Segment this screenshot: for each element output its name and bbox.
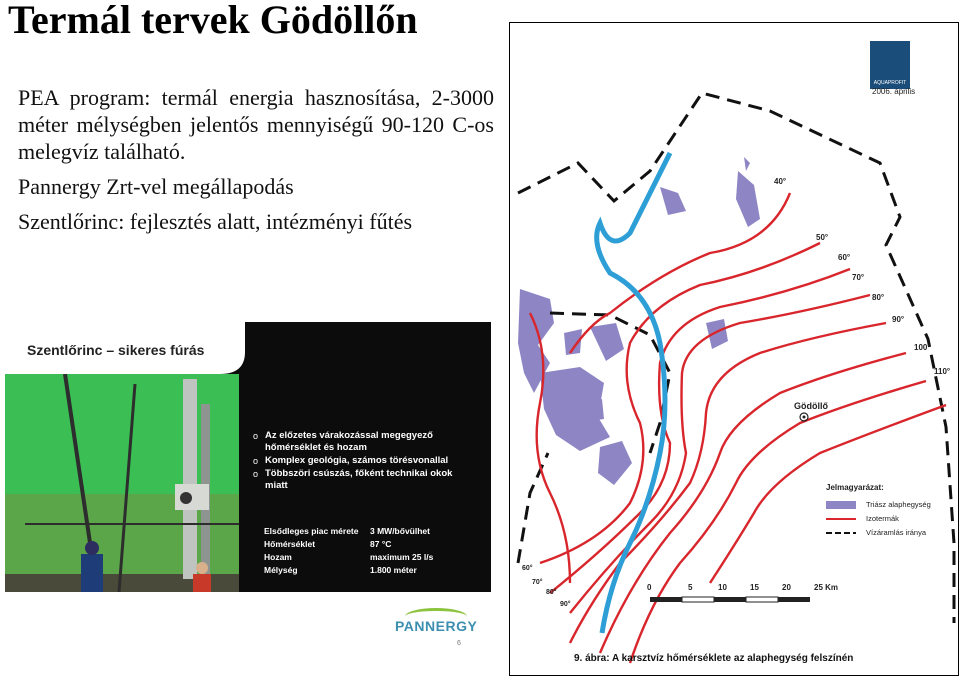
karst-temperature-map: [509, 22, 959, 676]
isotherm-label-100: 100°: [914, 343, 931, 352]
bullet-list: [18, 84, 494, 243]
spec-depth-value: 1.800 méter: [370, 565, 417, 575]
isotherm-label-110: 110°: [934, 367, 951, 376]
legend-triassic-swatch: [826, 501, 856, 509]
drilling-info-box: [239, 374, 491, 592]
spec-yield-value: maximum 25 l/s: [370, 552, 434, 562]
spec-temperature-value: 87 °C: [370, 539, 392, 549]
isotherm-label-70: 70°: [852, 273, 865, 282]
bullet-pannergy: Pannergy Zrt-vel megállapodás: [18, 174, 294, 199]
scale-label-15: 15: [750, 583, 759, 592]
scale-bar: [650, 597, 810, 602]
spec-market-label: Elsődleges piac mérete: [264, 526, 359, 536]
isotherm-label-80: 80°: [872, 293, 885, 302]
map-date: 2006. április: [872, 87, 916, 96]
scale-label-5: 5: [688, 583, 693, 592]
isotherm-label-60: 60°: [838, 253, 851, 262]
isotherm-label-90: 90°: [892, 315, 905, 324]
aquaprofit-logo-text: AQUAPROFIT: [873, 80, 907, 86]
drilling-points: [239, 374, 491, 492]
isotherm-label-left-60: 60°: [522, 565, 533, 572]
spec-temperature-label: Hőmérséklet: [264, 539, 316, 549]
map-drawing: [510, 23, 958, 675]
bullet-pea-program: PEA program: termál energia hasznosítása, 2-3000 méter mélységben jelentős mennyiségű 90-120 C-os melegvíz található.: [18, 85, 494, 164]
pannergy-logo: [395, 618, 477, 634]
scale-label-20: 20: [782, 583, 791, 592]
map-caption: 9. ábra: A karsztvíz hőmérséklete az alaphegység felszínén: [574, 653, 854, 664]
legend-label-triassic: Triász alaphegység: [866, 500, 931, 509]
drilling-point-2: o Komplex geológia, számos törésvonallal: [253, 455, 475, 467]
drilling-slide-header: [5, 322, 491, 374]
legend-label-flow: Vízáramlás iránya: [866, 528, 927, 537]
isotherm-label-50: 50°: [816, 233, 829, 242]
bullet-szentlorinc: Szentlőrinc: fejlesztés alatt, intézményi fűtés: [18, 209, 413, 234]
town-label-godollo: Gödöllő: [794, 401, 828, 411]
isotherm-label-40: 40°: [774, 177, 787, 186]
isotherm-label-left-80: 80°: [546, 589, 557, 596]
spec-yield-label: Hozam: [264, 552, 292, 562]
spec-market-value: 3 MW/bővülhet: [370, 526, 430, 536]
pannergy-logo-text: PANNERGY: [395, 618, 478, 634]
spec-depth-label: Mélység: [264, 565, 298, 575]
legend-title: Jelmagyarázat:: [826, 483, 884, 492]
scale-label-25-km: 25 Km: [814, 583, 839, 592]
aquaprofit-logo: [870, 41, 910, 89]
scale-label-10: 10: [718, 583, 727, 592]
triassic-basement-areas: [518, 157, 760, 485]
pannergy-logo-arc: [405, 608, 467, 625]
isotherm-label-left-90: 90°: [560, 601, 571, 608]
drilling-slide-title: Szentlőrinc – sikeres fúrás: [27, 342, 205, 358]
drilling-slide-page-number: 6: [457, 640, 461, 647]
scale-label-0: 0: [647, 583, 652, 592]
isotherm-label-left-70: 70°: [532, 579, 543, 586]
slide-title: Termál tervek Gödöllőn: [8, 0, 418, 42]
legend-label-isotherm: Izotermák: [866, 514, 899, 523]
drilling-point-1: o Az előzetes várakozással megegyező hőmérséklet és hozam: [253, 430, 475, 454]
drilling-point-3: o Többszöri csúszás, főként technikai okok miatt: [253, 468, 475, 492]
drilling-slide-image: [5, 322, 491, 658]
